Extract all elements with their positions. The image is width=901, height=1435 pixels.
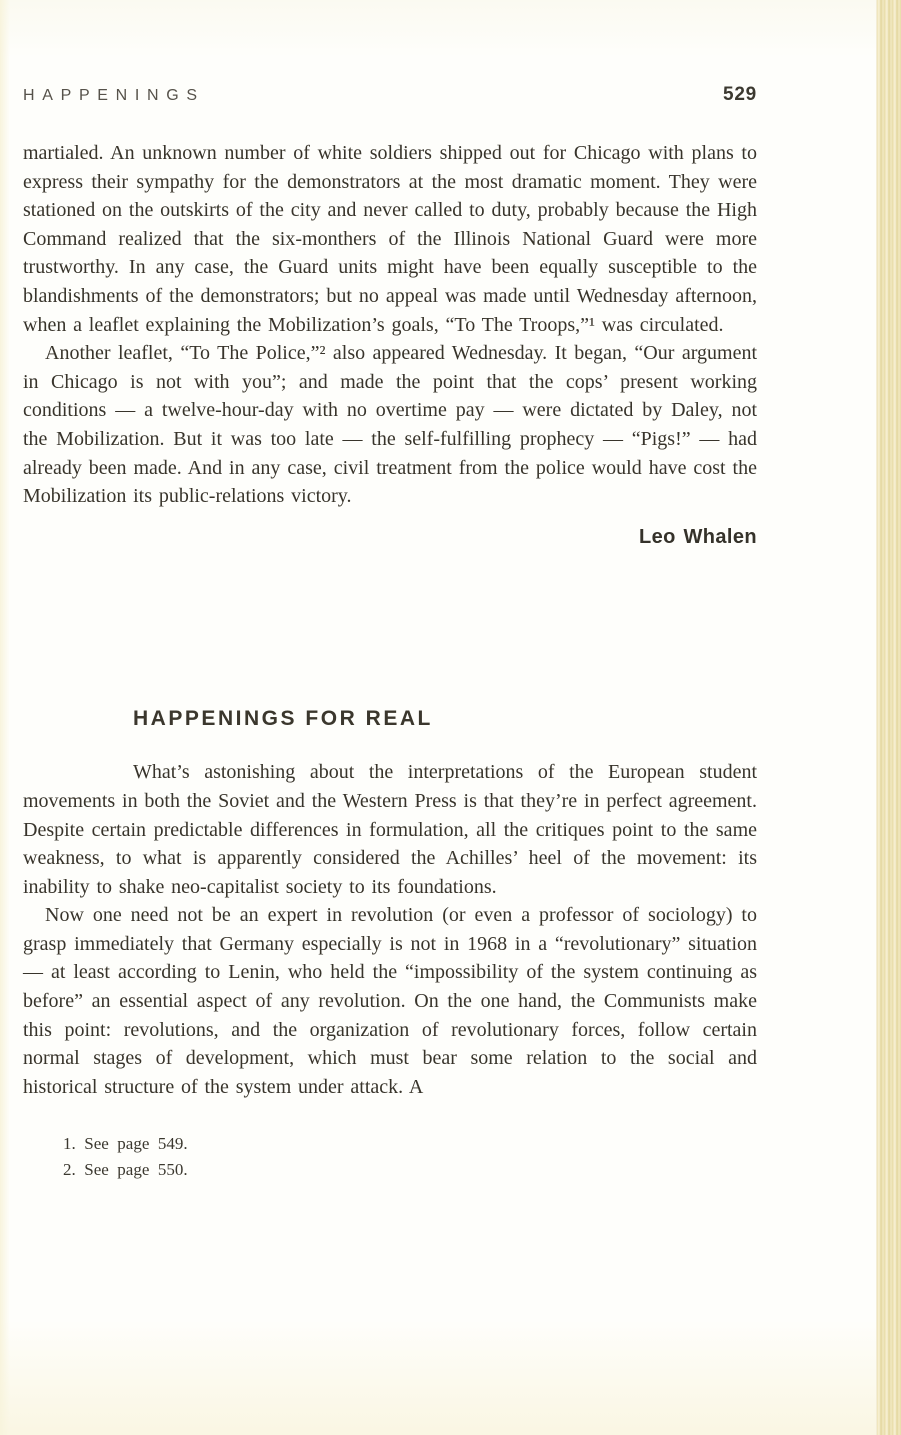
paragraph: Now one need not be an expert in revolution (or even a professor of sociology) to grasp immediately that Germany especially is not in 1968 in a “revolutionary” situation — at least according to Lenin, who held the “impossibility of the system continuing as before” an essential aspect of any revolution. On the one hand, the Communists make this point: revolutions, and the organization of revolutionary forces, follow certain normal stages of development, which must bear some relation to the social and historical structure of the system under attack. A: [23, 904, 757, 1098]
book-page-edges-stripe: [876, 0, 901, 1435]
footnote: 2. See page 550.: [63, 1160, 188, 1180]
running-head: HAPPENINGS: [23, 87, 205, 104]
page-header: [23, 0, 757, 106]
page-number: 529: [723, 84, 757, 105]
article-new-body: [23, 758, 757, 1101]
paragraph: Another leaflet, “To The Police,”² also appeared Wednesday. It began, “Our argument in Chicago is not with you”; and made the point that the cops’ present working conditions — a twelve-hour-day with no overtime pay — were dictated by Daley, not the Mobilization. But it was too late — the self-fulfilling prophecy — “Pigs!” — had already been made. And in any case, civil treatment from the police would have cost the Mobilization its public-relations victory.: [23, 342, 757, 508]
paragraph-continued: martialed. An unknown number of white soldiers shipped out for Chicago with plans to express their sympathy for the demonstrators at the most dramatic moment. They were stationed on the outskirts of the city and never called to duty, probably because the High Command realized that the six-monthers of the Illinois National Guard were more trustworthy. In any case, the Guard units might have been equally susceptible to the blandishments of the demonstrators; but no appeal was made until Wednesday afternoon, when a leaflet explaining the Mobilization’s goals, “To The Troops,”¹ was circulated.: [23, 142, 757, 336]
byline: Leo Whalen: [638, 525, 757, 548]
section-heading: HAPPENINGS FOR REAL: [133, 707, 433, 731]
paragraph: What’s astonishing about the interpretations of the European student movements in both the Soviet and the Western Press is that they’re in perfect agreement. Despite certain predictable differences in formulation, all the critiques point to the same weakness, to what is apparently considered the Achilles’ heel of the movement: its inability to shake neo-capitalist society to its foundations.: [23, 761, 757, 898]
footnote: 1. See page 549.: [63, 1134, 188, 1154]
footnotes: [63, 1131, 757, 1183]
article-end-body: [23, 139, 757, 551]
